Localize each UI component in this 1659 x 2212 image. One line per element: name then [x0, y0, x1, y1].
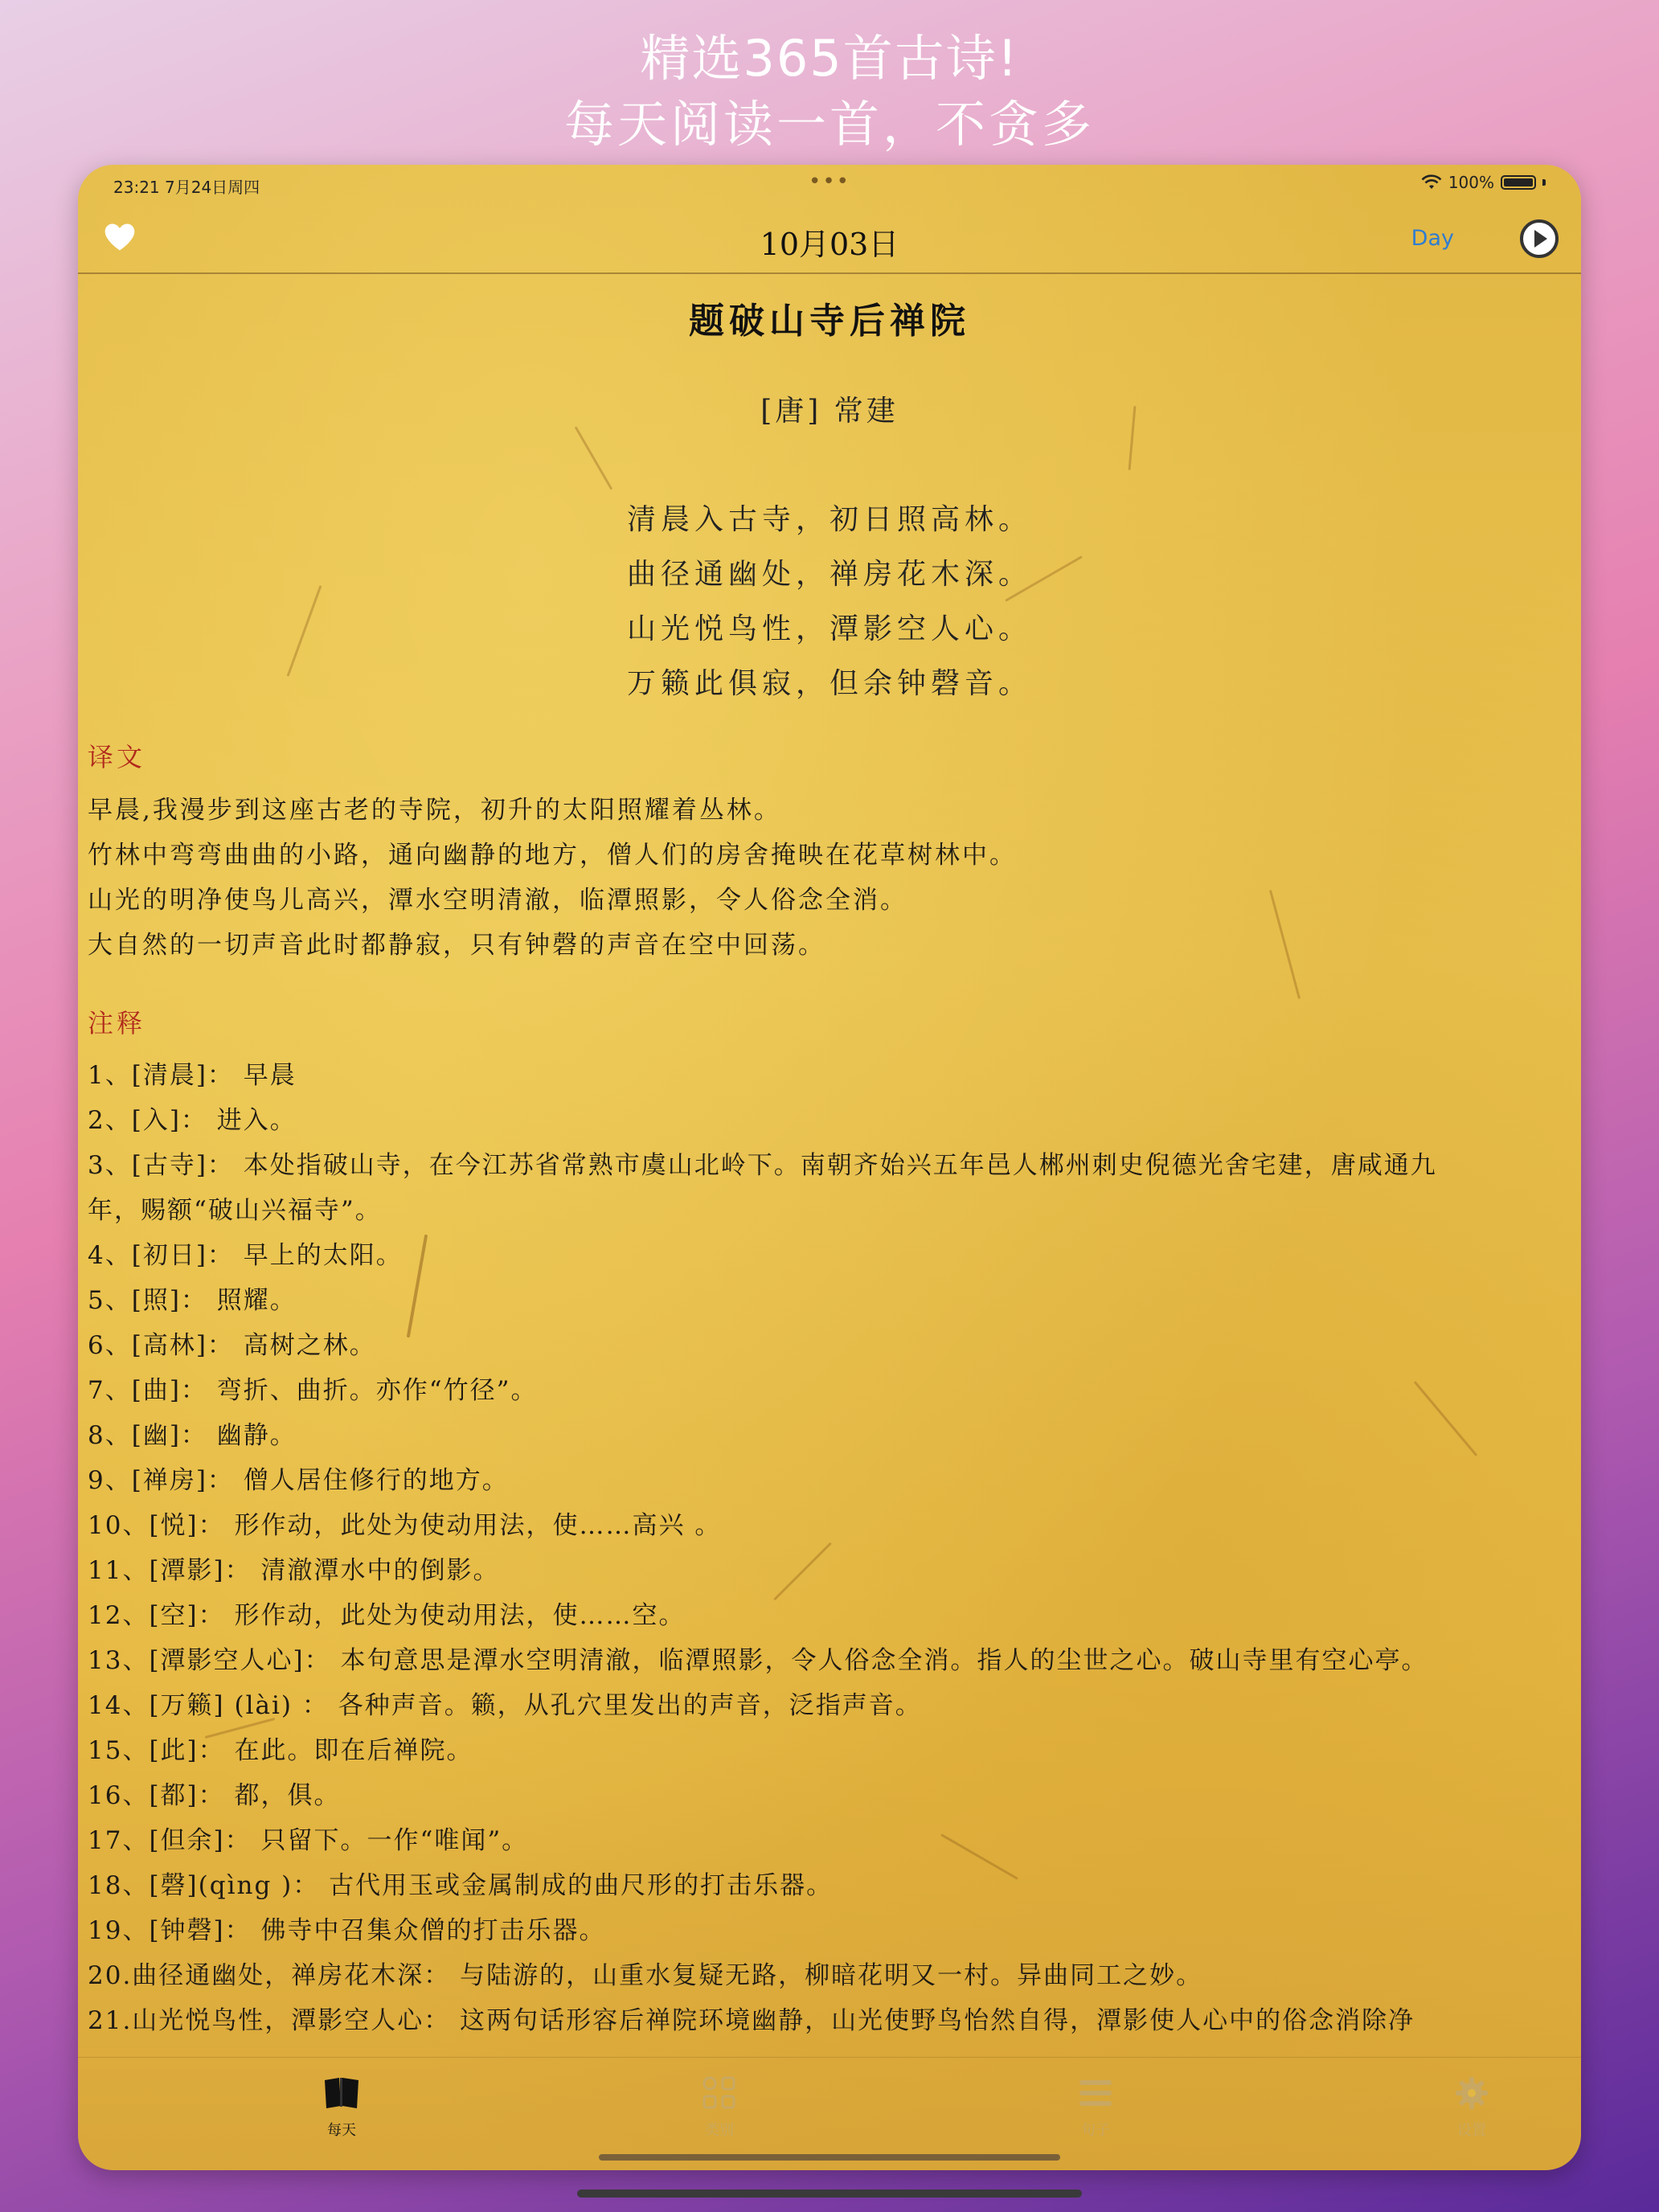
tab-label: 每天	[327, 2122, 356, 2139]
note-line: 2、[入]： 进入。	[88, 1106, 297, 1135]
ipad-screen	[78, 165, 1581, 2170]
notes-text	[88, 1053, 1567, 2043]
poem-content[interactable]	[78, 277, 1581, 2058]
poem-title: 题破山寺后禅院	[689, 301, 970, 342]
note-line: 9、[禅房]： 僧人居住修行的地方。	[88, 1466, 509, 1495]
note-line: 15、[此]： 在此。即在后禅院。	[88, 1736, 473, 1765]
verse-line: 山光悦鸟性，潭影空人心。	[626, 612, 1032, 645]
note-line: 12、[空]： 形作动，此处为使动用法，使……空。	[88, 1601, 686, 1630]
grid-icon	[702, 2075, 737, 2111]
poem-author: [唐] 常建	[760, 395, 899, 428]
tab-label: 句子	[1081, 2122, 1110, 2139]
tab-category[interactable]	[663, 2069, 776, 2140]
play-icon[interactable]	[1518, 218, 1560, 260]
translation-heading: 译文	[88, 742, 146, 772]
note-line: 3、[古寺]： 本处指破山寺，在今江苏省常熟市虞山北岭下。南朝齐始兴五年邑人郴州刺史倪德光舍宅建，唐咸通九	[88, 1151, 1437, 1180]
date-title: 10月03日	[760, 227, 899, 262]
battery-icon	[1501, 175, 1536, 190]
battery-percent: 100%	[1448, 173, 1494, 192]
tab-settings[interactable]	[1415, 2069, 1528, 2140]
note-line: 17、[但余]： 只留下。一作“唯闻”。	[88, 1826, 529, 1855]
verse-line: 曲径通幽处，禅房花木深。	[626, 558, 1032, 591]
tab-bar	[78, 2057, 1581, 2170]
promo-headline: 精选365首古诗!	[640, 29, 1019, 88]
promo-subheadline: 每天阅读一首，不贪多	[563, 95, 1095, 154]
app-home-indicator[interactable]	[599, 2154, 1060, 2161]
wifi-icon	[1421, 174, 1442, 190]
note-line: 4、[初日]： 早上的太阳。	[88, 1241, 403, 1270]
note-line: 7、[曲]： 弯折、曲折。亦作“竹径”。	[88, 1376, 538, 1405]
tab-sentences[interactable]	[1039, 2069, 1152, 2140]
verse-line: 清晨入古寺，初日照高林。	[626, 503, 1032, 536]
list-icon	[1078, 2077, 1113, 2109]
battery-cap	[1542, 179, 1546, 186]
multitasking-dots[interactable]: •••	[808, 170, 851, 194]
note-line: 20.曲径通幽处，禅房花木深： 与陆游的，山重水复疑无路，柳暗花明又一村。异曲同工之妙。	[88, 1961, 1203, 1990]
note-line: 6、[高林]： 高树之林。	[88, 1331, 376, 1360]
note-line: 10、[悦]： 形作动，此处为使动用法，使……高兴 。	[88, 1511, 722, 1540]
translation-line: 大自然的一切声音此时都静寂，只有钟磬的声音在空中回荡。	[88, 931, 825, 960]
note-line: 14、[万籁] (lài) ： 各种声音。籁，从孔穴里发出的声音，泛指声音。	[88, 1691, 922, 1720]
translation-text	[88, 788, 1567, 968]
status-bar	[78, 165, 1581, 203]
tab-label: 类别	[705, 2122, 734, 2139]
tab-daily[interactable]	[285, 2069, 398, 2140]
tab-label: 设置	[1457, 2122, 1486, 2139]
note-line: 16、[都]： 都，俱。	[88, 1781, 341, 1810]
translation-line: 竹林中弯弯曲曲的小路，通向幽静的地方，僧人们的房舍掩映在花草树林中。	[88, 841, 1017, 870]
status-time: 23:21 7月24日周四	[113, 178, 260, 197]
note-line: 18、[磬](qìng )： 古代用玉或金属制成的曲尺形的打击乐器。	[88, 1871, 834, 1900]
notes-heading: 注释	[88, 1008, 146, 1038]
gear-icon	[1454, 2075, 1489, 2111]
note-line: 19、[钟磬]： 佛寺中召集众僧的打击乐器。	[88, 1916, 606, 1945]
note-line: 年，赐额“破山兴福寺”。	[88, 1196, 382, 1225]
navigation-bar	[78, 203, 1581, 274]
home-indicator[interactable]	[577, 2189, 1082, 2198]
translation-line: 山光的明净使鸟儿高兴，潭水空明清澈，临潭照影，令人俗念全消。	[88, 886, 907, 915]
verse-line: 万籁此俱寂，但余钟磬音。	[626, 667, 1032, 700]
note-line: 13、[潭影空人心]： 本句意思是潭水空明清澈，临潭照影，令人俗念全消。指人的尘世之心。破山寺里有空心亭。	[88, 1646, 1428, 1675]
promo-banner	[0, 26, 1659, 158]
note-line: 11、[潭影]： 清澈潭水中的倒影。	[88, 1556, 500, 1585]
note-line: 1、[清晨]： 早晨	[88, 1061, 297, 1090]
note-line: 8、[幽]： 幽静。	[88, 1421, 297, 1450]
translation-line: 早晨,我漫步到这座古老的寺院，初升的太阳照耀着丛林。	[88, 796, 781, 825]
note-line: 21.山光悦鸟性，潭影空人心： 这两句话形容后禅院环境幽静，山光使野鸟怡然自得，潭影使人心中的俗念消除净	[88, 2006, 1415, 2035]
status-right	[1421, 173, 1546, 192]
note-line: 5、[照]： 照耀。	[88, 1286, 297, 1315]
poem-verses	[78, 493, 1581, 711]
book-icon	[322, 2075, 362, 2111]
day-mode-button[interactable]: Day	[1411, 226, 1454, 251]
